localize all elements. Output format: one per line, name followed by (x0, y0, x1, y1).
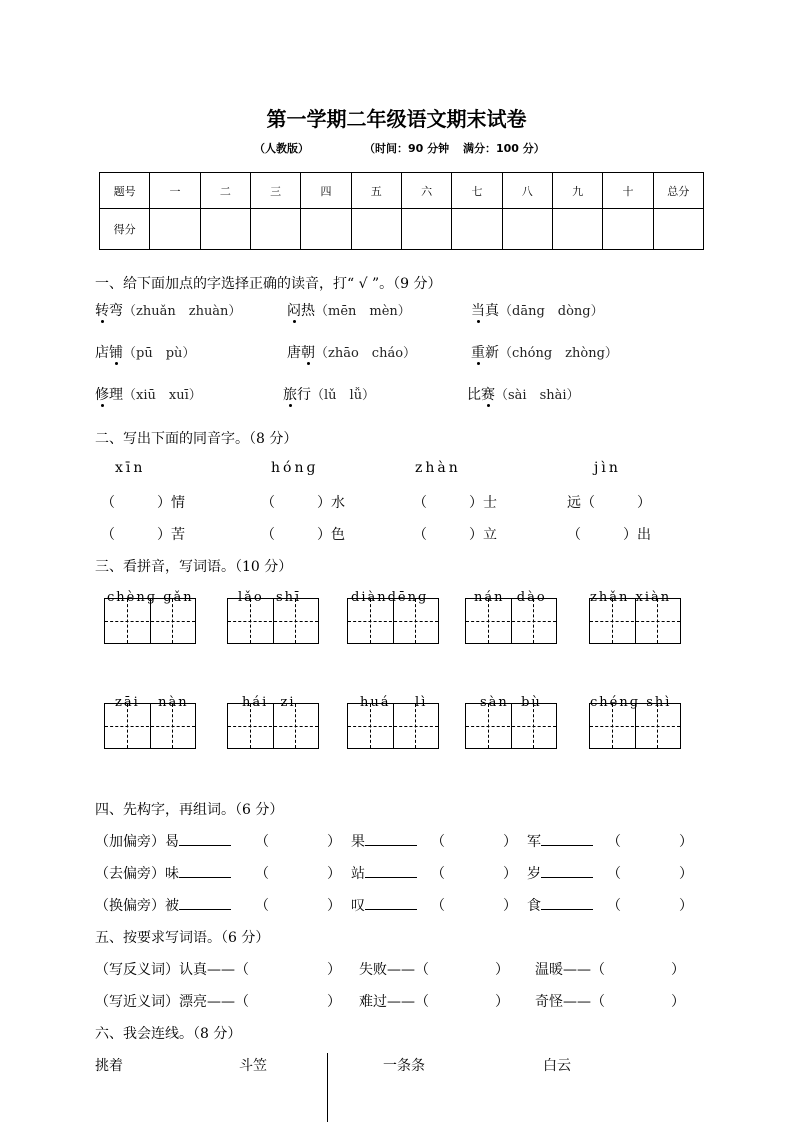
score-input-cell[interactable] (502, 209, 552, 250)
pinyin-choices[interactable]: （zhuǎn zhuàn） (123, 304, 242, 319)
page-title: 第一学期二年级语文期末试卷 (266, 107, 527, 131)
base-char: 站 (351, 866, 365, 882)
homophone-blank[interactable]: （ ）情 (101, 495, 185, 511)
word-prompt: 失败——（ (359, 962, 429, 978)
base-char: 叹 (351, 898, 365, 914)
word-task-row (95, 991, 249, 1011)
dotted-char: 朝 (301, 345, 315, 361)
radical-item (527, 863, 593, 883)
radical-item (527, 831, 593, 851)
pronunciation-item (287, 300, 411, 320)
score-input-cell[interactable] (603, 209, 653, 250)
score-header-cell: 四 (301, 173, 351, 209)
word-bracket-open: （ (431, 898, 445, 914)
pronunciation-item (95, 300, 241, 320)
score-table-header-row (100, 173, 704, 209)
word-bracket-close[interactable]: ） (327, 962, 341, 978)
score-input-cell[interactable] (351, 209, 401, 250)
score-input-cell[interactable] (200, 209, 250, 250)
word-bracket-close: ） (679, 866, 693, 882)
char-blank[interactable] (365, 863, 417, 878)
grid-pinyin: chènɡ ɡǎn (107, 590, 194, 605)
word-bracket-close: ） (327, 834, 341, 850)
plain-char: 唐 (287, 345, 301, 361)
homophone-blank[interactable]: 远（ ） (567, 495, 651, 511)
plain-char: 新 (485, 345, 499, 361)
word-bracket-close: ） (503, 834, 517, 850)
writing-grid[interactable] (227, 598, 319, 644)
pinyin-choices[interactable]: （dāng dòng） (499, 304, 604, 319)
plain-char: 弯 (109, 303, 123, 319)
score-row-label: 得分 (100, 209, 150, 250)
writing-grid[interactable] (465, 598, 557, 644)
score-input-cell[interactable] (301, 209, 351, 250)
word-bracket-close: ） (327, 866, 341, 882)
score-input-cell[interactable] (150, 209, 200, 250)
word-prompt: 难过——（ (359, 994, 429, 1010)
homophone-pinyin: hónɡ (271, 460, 319, 476)
row-label: （加偏旁） (95, 834, 165, 850)
radical-item (351, 831, 417, 851)
plain-char: 行 (297, 387, 311, 403)
homophone-blank[interactable]: （ ）色 (261, 527, 345, 543)
grid-pinyin: hái zi (242, 695, 296, 710)
word-bracket-open: （ (607, 898, 621, 914)
score-header-cell: 七 (452, 173, 502, 209)
homophone-pinyin: zhàn (415, 460, 461, 476)
score-header-cell: 五 (351, 173, 401, 209)
radical-row (95, 831, 231, 851)
section-1-heading: 一、给下面加点的字选择正确的读音，打“ √ ”。（9 分） (95, 276, 442, 292)
section-4-heading: 四、先构字，再组词。（6 分） (95, 802, 284, 818)
plain-char: 店 (95, 345, 109, 361)
score-input-cell[interactable] (250, 209, 300, 250)
writing-grid[interactable] (347, 703, 439, 749)
writing-grid[interactable] (104, 703, 196, 749)
score-table-score-row (100, 209, 704, 250)
word-bracket-close[interactable]: ） (671, 994, 685, 1010)
word-bracket-open: （ (255, 866, 269, 882)
column-divider (327, 1053, 328, 1122)
word-bracket-open: （ (431, 834, 445, 850)
radical-item (527, 895, 593, 915)
pinyin-choices[interactable]: （sài shài） (495, 388, 580, 403)
writing-grid[interactable] (227, 703, 319, 749)
plain-char: 比 (467, 387, 481, 403)
homophone-pinyin: xīn (115, 460, 146, 476)
dotted-char: 修 (95, 387, 109, 403)
plain-char: 热 (301, 303, 315, 319)
char-blank[interactable] (541, 863, 593, 878)
word-prompt: 漂亮——（ (179, 994, 249, 1010)
pinyin-choices[interactable]: （pū pù） (123, 346, 196, 361)
pronunciation-item (95, 342, 195, 362)
pronunciation-item (471, 342, 618, 362)
score-header-cell: 题号 (100, 173, 150, 209)
grid-pinyin: nán dào (474, 590, 547, 605)
radical-item (351, 895, 417, 915)
dotted-char: 旅 (283, 387, 297, 403)
row-label: （去偏旁） (95, 866, 165, 882)
section-6-heading: 六、我会连线。（8 分） (95, 1026, 242, 1042)
char-blank[interactable] (179, 831, 231, 846)
base-char: 食 (527, 898, 541, 914)
writing-grid[interactable] (104, 598, 196, 644)
dotted-char: 当 (471, 303, 485, 319)
plain-char: 真 (485, 303, 499, 319)
writing-grid[interactable] (589, 703, 681, 749)
base-char: 军 (527, 834, 541, 850)
dotted-char: 铺 (109, 345, 123, 361)
word-bracket-close: ） (679, 898, 693, 914)
char-blank[interactable] (365, 895, 417, 910)
word-bracket-close[interactable]: ） (671, 962, 685, 978)
grid-pinyin: sàn bù (480, 695, 542, 710)
pinyin-choices[interactable]: （lǔ lǚ） (311, 388, 376, 403)
char-blank[interactable] (541, 895, 593, 910)
pronunciation-item (287, 342, 416, 362)
pinyin-choices[interactable]: （xiū xuī） (123, 388, 202, 403)
char-blank[interactable] (179, 895, 231, 910)
section-2-heading: 二、写出下面的同音字。（8 分） (95, 431, 298, 447)
plain-char: 理 (109, 387, 123, 403)
score-input-cell[interactable] (653, 209, 703, 250)
score-header-cell: 三 (250, 173, 300, 209)
word-bracket-open: （ (255, 834, 269, 850)
match-word[interactable]: 挑着 (95, 1058, 123, 1074)
pinyin-choices[interactable]: （zhāo cháo） (315, 346, 417, 361)
row-label: （写反义词） (95, 962, 179, 978)
word-bracket-open: （ (607, 866, 621, 882)
row-label: （换偏旁） (95, 898, 165, 914)
word-task-row (95, 959, 249, 979)
char-blank[interactable] (365, 831, 417, 846)
homophone-pinyin: jìn (594, 460, 621, 476)
word-bracket-open: （ (607, 834, 621, 850)
radical-row (95, 895, 231, 915)
score-header-cell: 十 (603, 173, 653, 209)
section-5-heading: 五、按要求写词语。（6 分） (95, 930, 270, 946)
char-blank[interactable] (179, 863, 231, 878)
writing-grid[interactable] (589, 598, 681, 644)
dotted-char: 转 (95, 303, 109, 319)
homophone-blank[interactable]: （ ）苦 (101, 527, 185, 543)
word-bracket-open: （ (255, 898, 269, 914)
word-bracket-close: ） (503, 898, 517, 914)
score-header-cell: 六 (401, 173, 451, 209)
time-label: （时间：90 分钟 (364, 142, 450, 155)
pronunciation-item (95, 384, 202, 404)
word-prompt: 奇怪——（ (535, 994, 605, 1010)
dotted-char: 重 (471, 345, 485, 361)
word-bracket-close: ） (327, 898, 341, 914)
score-input-cell[interactable] (401, 209, 451, 250)
word-bracket-open: （ (431, 866, 445, 882)
score-header-cell: 一 (150, 173, 200, 209)
writing-grid[interactable] (347, 598, 439, 644)
homophone-blank[interactable]: （ ）水 (261, 495, 345, 511)
score-header-cell: 八 (502, 173, 552, 209)
base-char: 被 (165, 898, 179, 914)
writing-grid[interactable] (465, 703, 557, 749)
base-char: 果 (351, 834, 365, 850)
radical-item (351, 863, 417, 883)
word-prompt: 认真——（ (179, 962, 249, 978)
match-word[interactable]: 白云 (543, 1058, 571, 1074)
grid-pinyin: huá lì (360, 695, 428, 710)
row-label: （写近义词） (95, 994, 179, 1010)
score-header-cell: 二 (200, 173, 250, 209)
pinyin-choices[interactable]: （chóng zhòng） (499, 346, 618, 361)
score-header-cell: 总分 (653, 173, 703, 209)
homophone-blank[interactable]: （ ）立 (413, 527, 497, 543)
section-3-heading: 三、看拼音，写词语。（10 分） (95, 559, 293, 575)
score-table (99, 172, 704, 250)
pronunciation-item (283, 384, 375, 404)
match-word[interactable]: 斗笠 (239, 1058, 267, 1074)
pronunciation-item (467, 384, 580, 404)
word-bracket-close: ） (679, 834, 693, 850)
word-bracket-close: ） (503, 866, 517, 882)
pronunciation-item (471, 300, 604, 320)
base-char: 曷 (165, 834, 179, 850)
score-total-label: 满分：100 分） (463, 142, 545, 155)
dotted-char: 闷 (287, 303, 301, 319)
grid-pinyin: diàndēnɡ (351, 590, 429, 605)
char-blank[interactable] (541, 831, 593, 846)
grid-pinyin: lǎo shī (238, 590, 302, 605)
base-char: 味 (165, 866, 179, 882)
word-bracket-close[interactable]: ） (327, 994, 341, 1010)
score-input-cell[interactable] (552, 209, 602, 250)
dotted-char: 赛 (481, 387, 495, 403)
score-header-cell: 九 (552, 173, 602, 209)
grid-pinyin: zhǎn xiàn (590, 590, 672, 605)
match-word[interactable]: 一条条 (383, 1058, 425, 1074)
word-bracket-close[interactable]: ） (495, 994, 509, 1010)
radical-row (95, 863, 231, 883)
base-char: 岁 (527, 866, 541, 882)
homophone-blank[interactable]: （ ）出 (567, 527, 651, 543)
pinyin-choices[interactable]: （mēn mèn） (315, 304, 411, 319)
word-bracket-close[interactable]: ） (495, 962, 509, 978)
grid-pinyin: zāi nàn (115, 695, 189, 710)
score-input-cell[interactable] (452, 209, 502, 250)
homophone-blank[interactable]: （ ）士 (413, 495, 497, 511)
edition-label: （人教版） (254, 142, 309, 155)
word-prompt: 温暖——（ (535, 962, 605, 978)
grid-pinyin: chénɡ shì (590, 695, 672, 710)
